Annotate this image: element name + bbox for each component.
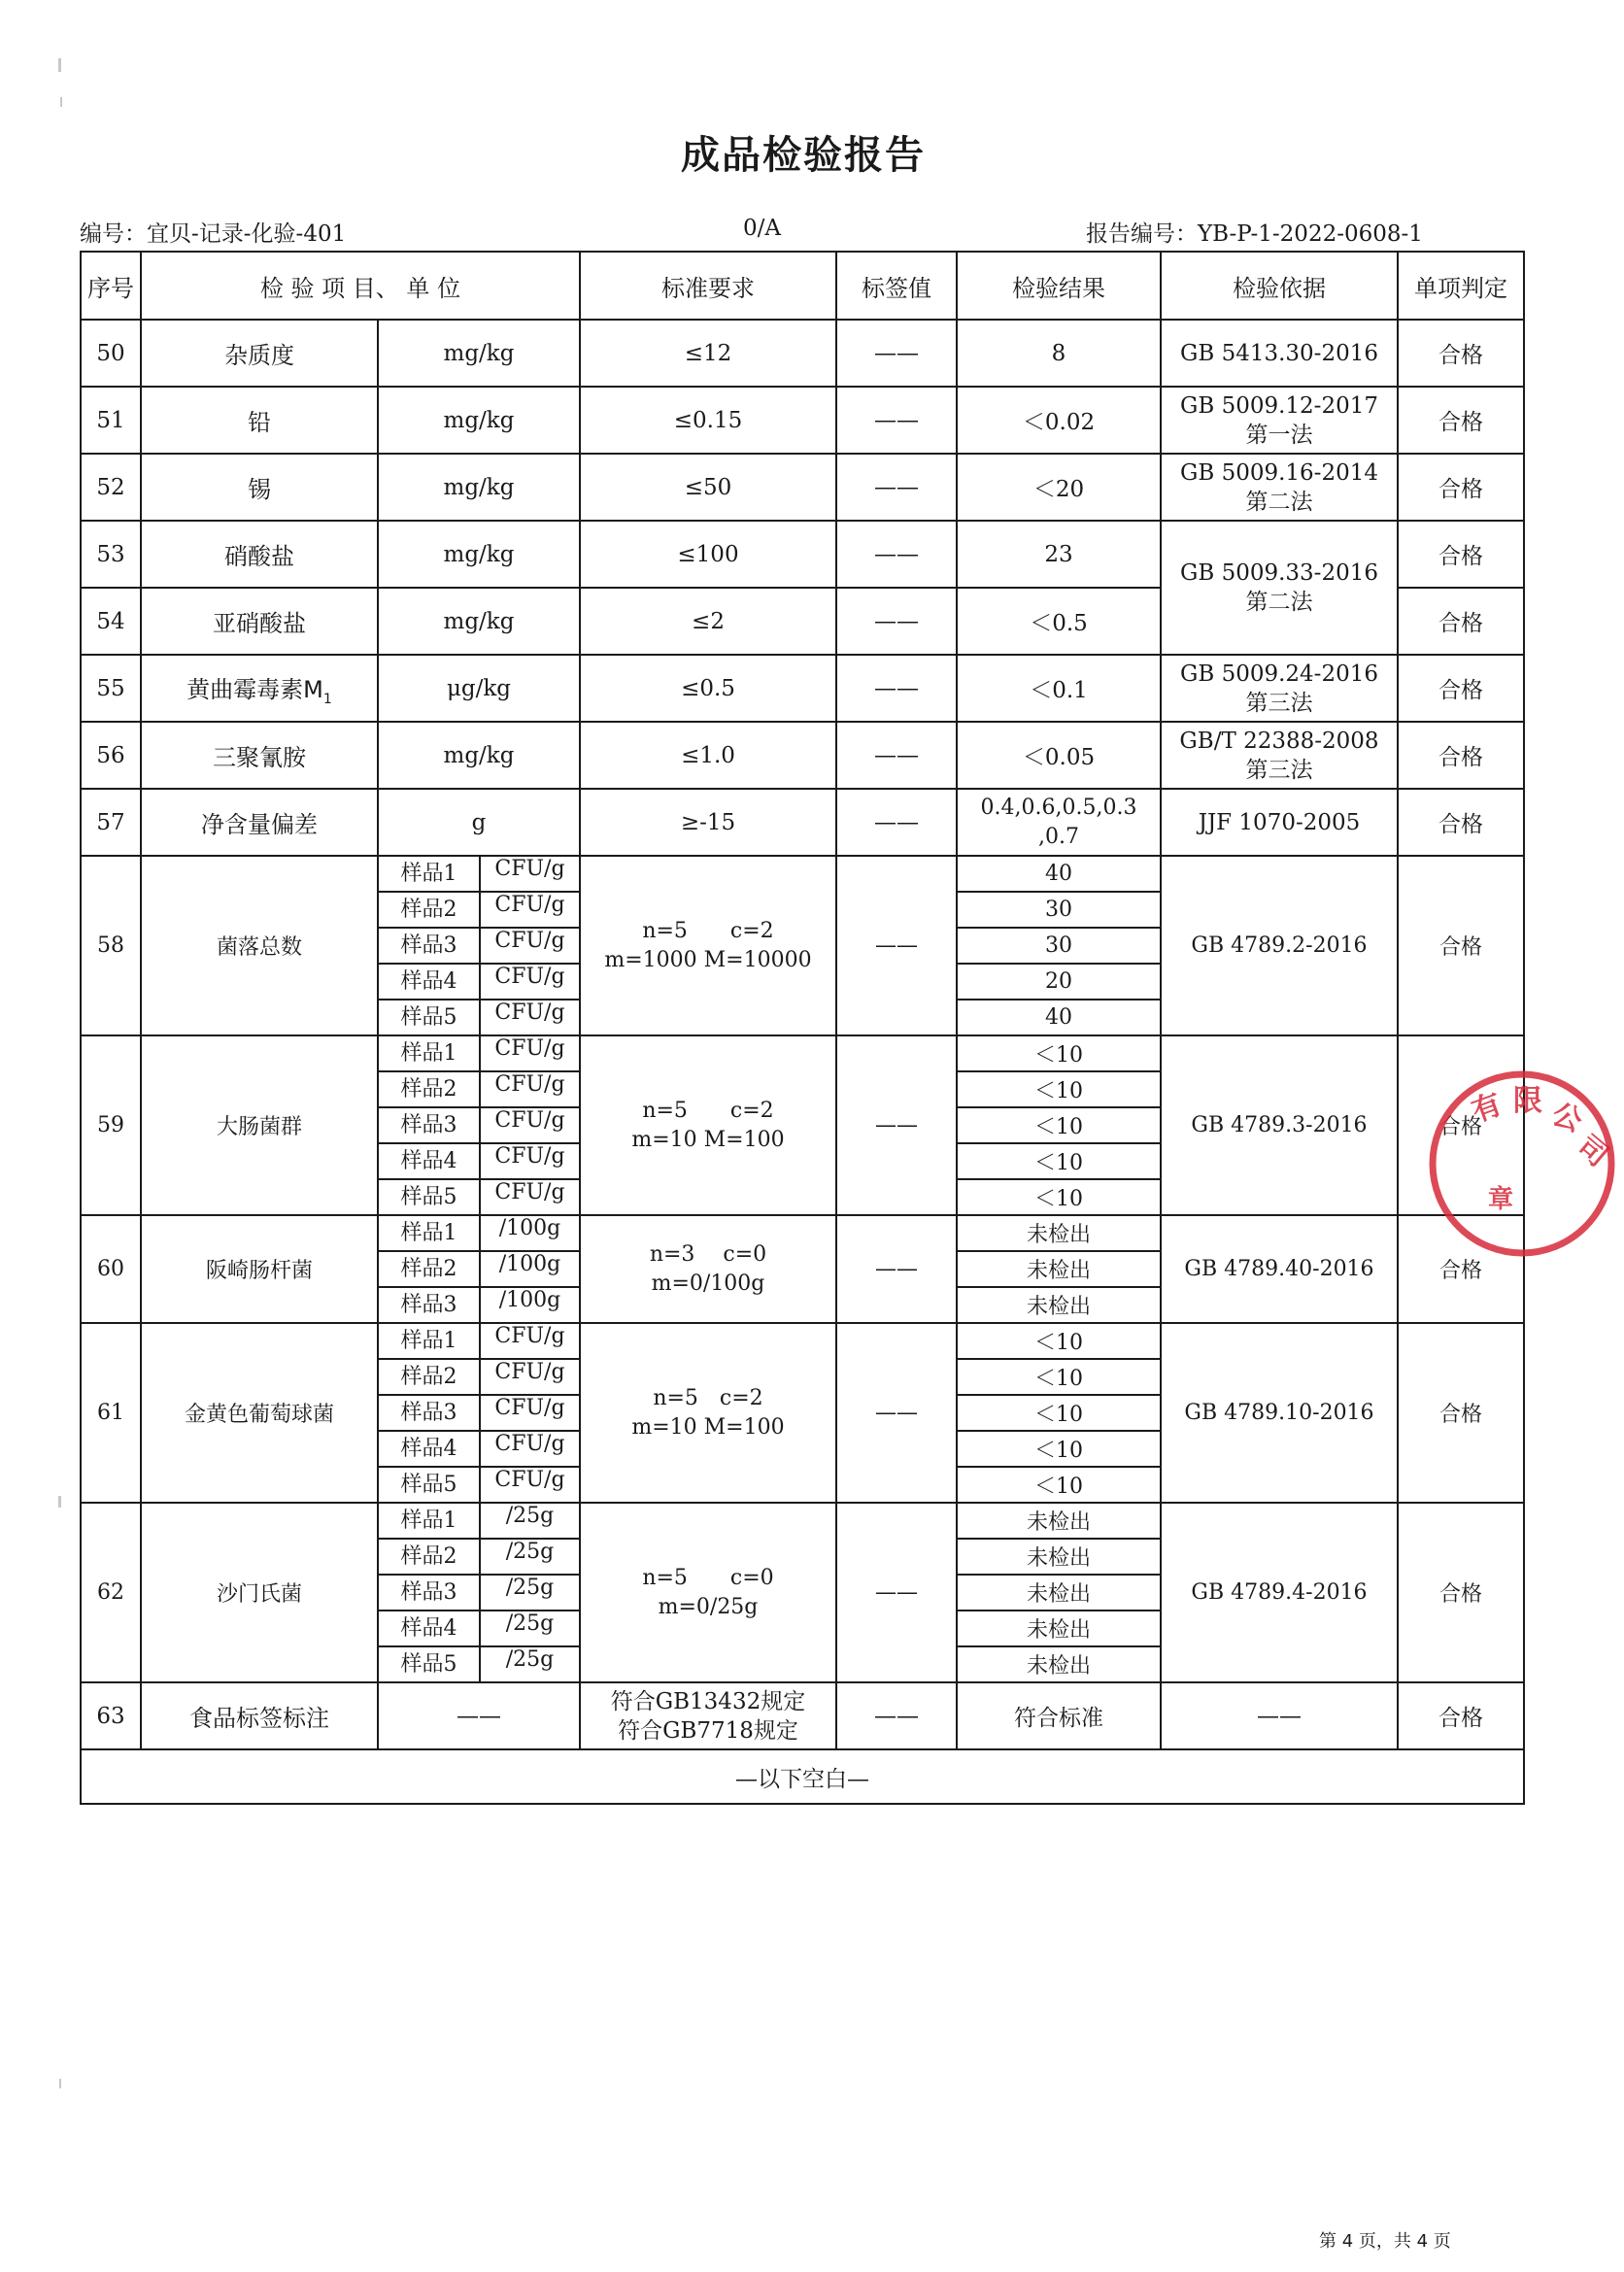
sample-result: 20 (957, 964, 1161, 1000)
sample-unit (378, 1323, 580, 1359)
sample-unit-text: /25g (505, 1540, 555, 1564)
page-footer: 第 4 页，共 4 页 (1319, 2231, 1451, 2252)
item-name (141, 722, 378, 789)
col-result: 检验结果 (957, 252, 1161, 320)
sample-name: 样品4 (379, 1432, 481, 1466)
item-unit: —— (378, 1682, 580, 1749)
judgement: 合格 (1398, 655, 1524, 722)
sample-name: 样品2 (379, 893, 481, 927)
sample-unit (378, 1575, 580, 1611)
sample-unit (378, 1251, 580, 1287)
sample-unit (378, 1287, 580, 1323)
col-standard: 标准要求 (580, 252, 836, 320)
sample-result: 未检出 (957, 1503, 1161, 1539)
test-basis (1161, 655, 1398, 722)
table-row (81, 655, 1524, 722)
sample-unit-text: /25g (505, 1576, 555, 1600)
sample-unit-text: CFU/g (494, 1108, 565, 1133)
judgement: 合格 (1398, 387, 1524, 454)
svg-text:章: 章 (1488, 1185, 1514, 1214)
standard-line2: m=10 M=100 (631, 1414, 785, 1440)
test-basis: GB 5413.30-2016 (1161, 320, 1398, 387)
test-basis: GB 4789.40-2016 (1161, 1215, 1398, 1323)
item-name: 金黄色葡萄球菌 (141, 1323, 378, 1503)
sample-unit (378, 1611, 580, 1646)
inspection-table (80, 251, 1525, 1805)
sample-result: 40 (957, 856, 1161, 892)
item-name (141, 655, 378, 722)
label-value: —— (836, 1215, 957, 1323)
row-number: 56 (81, 722, 141, 789)
judgement: 合格 (1398, 320, 1524, 387)
item-name (141, 320, 378, 387)
sample-row (81, 1503, 1524, 1539)
sample-result: ＜10 (957, 1395, 1161, 1431)
sample-unit (378, 892, 580, 928)
table-row (81, 454, 1524, 521)
sample-result: 未检出 (957, 1539, 1161, 1575)
item-unit: mg/kg (378, 722, 580, 789)
sample-name: 样品1 (379, 1036, 481, 1070)
sample-unit-text: /25g (505, 1611, 555, 1636)
sample-name: 样品3 (379, 1108, 481, 1142)
sample-unit-text: CFU/g (494, 1468, 565, 1492)
scan-edge-marks (56, 58, 66, 2195)
sample-unit (378, 1467, 580, 1503)
sample-unit (378, 1503, 580, 1539)
test-basis: JJF 1070-2005 (1161, 789, 1398, 856)
judgement: 合格 (1398, 454, 1524, 521)
sample-name: 样品2 (379, 1360, 481, 1394)
standard-line2: 符合GB7718规定 (618, 1717, 798, 1744)
item-name: 食品标签标注 (141, 1682, 378, 1749)
label-value: —— (836, 454, 957, 521)
sample-unit (378, 928, 580, 964)
table-row (81, 320, 1524, 387)
sample-name: 样品3 (379, 1396, 481, 1430)
test-result: ＜0.05 (957, 722, 1161, 789)
col-label-value: 标签值 (836, 252, 957, 320)
sample-result: 未检出 (957, 1646, 1161, 1682)
item-unit: g (378, 789, 580, 856)
sample-unit-text: CFU/g (494, 1000, 565, 1025)
standard-line1: n=5 c=0 (642, 1565, 774, 1590)
item-unit: mg/kg (378, 521, 580, 588)
sample-unit (378, 964, 580, 1000)
sample-result: ＜10 (957, 1467, 1161, 1503)
label-value: —— (836, 521, 957, 588)
svg-text:限: 限 (1513, 1084, 1542, 1118)
sample-name: 样品5 (379, 1000, 481, 1034)
label-value: —— (836, 1323, 957, 1503)
row-number: 59 (81, 1035, 141, 1215)
judgement: 合格 (1398, 856, 1524, 1035)
standard-requirement: ≤0.15 (580, 387, 836, 454)
test-result-line1: 0.4,0.6,0.5,0.3 (980, 795, 1137, 820)
test-basis: GB 4789.3-2016 (1161, 1035, 1398, 1215)
sample-unit (378, 1395, 580, 1431)
sample-unit-text: CFU/g (494, 1324, 565, 1348)
sample-unit-text: CFU/g (494, 1180, 565, 1204)
sample-result: ＜10 (957, 1323, 1161, 1359)
standard-requirement (580, 1035, 836, 1215)
sample-result: 未检出 (957, 1287, 1161, 1323)
test-basis-line1: GB 5009.16-2014 (1179, 459, 1378, 486)
sample-result: 未检出 (957, 1251, 1161, 1287)
sample-name: 样品5 (379, 1180, 481, 1214)
test-basis (1161, 722, 1398, 789)
sample-name: 样品2 (379, 1252, 481, 1286)
table-row (81, 1682, 1524, 1749)
sample-unit-text: CFU/g (494, 965, 565, 989)
label-value: —— (836, 1682, 957, 1749)
row-number: 52 (81, 454, 141, 521)
sample-row (81, 1035, 1524, 1071)
label-value: —— (836, 387, 957, 454)
company-seal-stamp (1420, 1062, 1624, 1266)
item-unit: μg/kg (378, 655, 580, 722)
sample-name: 样品4 (379, 1611, 481, 1645)
item-name-text: 亚硝酸盐 (213, 610, 306, 637)
sample-result: ＜10 (957, 1431, 1161, 1467)
sample-unit (378, 1143, 580, 1179)
sample-name: 样品5 (379, 1647, 481, 1681)
item-name (141, 588, 378, 655)
sample-name: 样品5 (379, 1468, 481, 1502)
row-number: 63 (81, 1682, 141, 1749)
sample-unit-text: CFU/g (494, 1144, 565, 1169)
svg-text:公: 公 (1547, 1097, 1587, 1139)
sample-result: ＜10 (957, 1179, 1161, 1215)
row-number: 61 (81, 1323, 141, 1503)
item-name (141, 454, 378, 521)
sample-unit-text: /100g (498, 1252, 561, 1276)
standard-line1: n=5 c=2 (653, 1385, 763, 1410)
sample-result: 30 (957, 892, 1161, 928)
table-row (81, 387, 1524, 454)
report-title: 成品检验报告 (681, 133, 926, 178)
sample-unit (378, 1646, 580, 1682)
standard-line1: 符合GB13432规定 (610, 1688, 806, 1714)
test-result (957, 789, 1161, 856)
test-basis-line1: GB 5009.24-2016 (1179, 661, 1378, 687)
test-basis-line1: GB 5009.33-2016 (1179, 560, 1378, 586)
sample-unit (378, 1035, 580, 1071)
item-name-text: 杂质度 (224, 342, 294, 369)
test-result-line2: ,0.7 (1038, 824, 1079, 849)
row-number: 57 (81, 789, 141, 856)
judgement: 合格 (1398, 1215, 1524, 1323)
item-name (141, 789, 378, 856)
sample-unit-text: CFU/g (494, 929, 565, 953)
blank-below-note: —以下空白— (81, 1749, 1524, 1804)
table-row (81, 722, 1524, 789)
standard-requirement (580, 856, 836, 1035)
sample-unit (378, 1431, 580, 1467)
judgement: 合格 (1398, 722, 1524, 789)
record-number: 编号：宜贝-记录-化验-401 (80, 221, 347, 247)
label-value: —— (836, 1503, 957, 1682)
item-name (141, 387, 378, 454)
standard-line2: m=10 M=100 (631, 1127, 785, 1152)
sample-name: 样品1 (379, 857, 481, 891)
sample-result: 30 (957, 928, 1161, 964)
item-name: 阪崎肠杆菌 (141, 1215, 378, 1323)
table-row (81, 521, 1524, 588)
row-number: 60 (81, 1215, 141, 1323)
label-value: —— (836, 320, 957, 387)
sample-unit-text: CFU/g (494, 1036, 565, 1061)
sample-unit-text: CFU/g (494, 1072, 565, 1097)
item-name-text: 黄曲霉毒素M (186, 675, 323, 703)
judgement: 合格 (1398, 521, 1524, 588)
label-value: —— (836, 1035, 957, 1215)
test-basis-line1: GB/T 22388-2008 (1179, 728, 1379, 754)
end-row (81, 1749, 1524, 1804)
item-name-text: 锡 (248, 476, 271, 503)
standard-line2: m=0/100g (651, 1271, 765, 1296)
sample-name: 样品4 (379, 1144, 481, 1178)
test-basis: GB 4789.4-2016 (1161, 1503, 1398, 1682)
standard-requirement: ≤50 (580, 454, 836, 521)
sample-result: 未检出 (957, 1215, 1161, 1251)
row-number: 54 (81, 588, 141, 655)
col-basis: 检验依据 (1161, 252, 1398, 320)
sample-result: ＜10 (957, 1071, 1161, 1107)
sample-name: 样品2 (379, 1540, 481, 1574)
sample-unit (378, 1179, 580, 1215)
standard-requirement: ≤12 (580, 320, 836, 387)
judgement: 合格 (1398, 588, 1524, 655)
sample-unit-text: CFU/g (494, 1396, 565, 1420)
standard-line2: m=0/25g (658, 1594, 759, 1619)
standard-line1: n=5 c=2 (642, 918, 774, 943)
judgement: 合格 (1398, 1682, 1524, 1749)
sample-row (81, 856, 1524, 892)
row-number: 55 (81, 655, 141, 722)
label-value: —— (836, 789, 957, 856)
test-result: 符合标准 (957, 1682, 1161, 1749)
test-basis-line2: 第二法 (1245, 489, 1313, 515)
sample-name: 样品2 (379, 1072, 481, 1106)
standard-requirement: ≤100 (580, 521, 836, 588)
sample-unit (378, 1107, 580, 1143)
item-unit: mg/kg (378, 320, 580, 387)
sample-name: 样品3 (379, 1288, 481, 1322)
item-name: 大肠菌群 (141, 1035, 378, 1215)
item-name-text: 铅 (248, 409, 271, 436)
sample-result: ＜10 (957, 1107, 1161, 1143)
row-number: 62 (81, 1503, 141, 1682)
sample-unit-text: CFU/g (494, 893, 565, 917)
sample-name: 样品4 (379, 965, 481, 999)
test-result: ＜0.02 (957, 387, 1161, 454)
sample-name: 样品1 (379, 1504, 481, 1538)
item-name-text: 硝酸盐 (224, 543, 294, 570)
svg-text:司: 司 (1570, 1129, 1615, 1174)
standard-requirement: ≥-15 (580, 789, 836, 856)
standard-line1: n=3 c=0 (649, 1241, 767, 1267)
standard-requirement: ≤2 (580, 588, 836, 655)
judgement: 合格 (1398, 1035, 1524, 1215)
sample-unit (378, 856, 580, 892)
test-basis-line2: 第三法 (1245, 757, 1313, 783)
sample-result: 未检出 (957, 1575, 1161, 1611)
sample-name: 样品1 (379, 1216, 481, 1250)
sample-unit (378, 1539, 580, 1575)
item-subscript: 1 (322, 691, 332, 707)
item-unit: mg/kg (378, 387, 580, 454)
row-number: 51 (81, 387, 141, 454)
svg-text:有: 有 (1467, 1087, 1506, 1130)
row-number: 58 (81, 856, 141, 1035)
standard-requirement: ≤1.0 (580, 722, 836, 789)
sample-unit (378, 1071, 580, 1107)
sample-unit-text: /25g (505, 1504, 555, 1528)
test-basis: GB 4789.10-2016 (1161, 1323, 1398, 1503)
sample-result: 未检出 (957, 1611, 1161, 1646)
item-unit: mg/kg (378, 588, 580, 655)
standard-requirement (580, 1682, 836, 1749)
sample-unit-text: CFU/g (494, 1432, 565, 1456)
sample-row (81, 1323, 1524, 1359)
sample-unit-text: /25g (505, 1647, 555, 1672)
standard-requirement (580, 1503, 836, 1682)
test-basis-line2: 第二法 (1245, 590, 1313, 615)
standard-requirement: ≤0.5 (580, 655, 836, 722)
label-value: —— (836, 655, 957, 722)
table-header-row (81, 252, 1524, 320)
report-number: 报告编号：YB-P-1-2022-0608-1 (1086, 221, 1423, 247)
standard-requirement (580, 1215, 836, 1323)
sample-name: 样品3 (379, 1576, 481, 1610)
label-value: —— (836, 588, 957, 655)
sample-result: ＜10 (957, 1035, 1161, 1071)
version: 0/A (743, 216, 781, 241)
test-result: ＜0.5 (957, 588, 1161, 655)
label-value: —— (836, 856, 957, 1035)
test-basis (1161, 387, 1398, 454)
judgement: 合格 (1398, 1503, 1524, 1682)
test-basis: —— (1161, 1682, 1398, 1749)
sample-row (81, 1215, 1524, 1251)
sample-unit-text: CFU/g (494, 857, 565, 881)
sample-unit-text: /100g (498, 1216, 561, 1240)
sample-result: ＜10 (957, 1359, 1161, 1395)
test-basis-line1: GB 5009.12-2017 (1179, 392, 1378, 419)
sample-unit-text: /100g (498, 1288, 561, 1312)
judgement: 合格 (1398, 789, 1524, 856)
test-result: 8 (957, 320, 1161, 387)
table-row (81, 789, 1524, 856)
standard-requirement (580, 1323, 836, 1503)
item-name: 沙门氏菌 (141, 1503, 378, 1682)
col-seq: 序号 (81, 252, 141, 320)
item-unit: mg/kg (378, 454, 580, 521)
test-basis-line2: 第一法 (1245, 422, 1313, 448)
sample-name: 样品1 (379, 1324, 481, 1358)
test-basis (1161, 454, 1398, 521)
item-name-text: 三聚氰胺 (213, 744, 306, 771)
row-number: 50 (81, 320, 141, 387)
sample-unit-text: CFU/g (494, 1360, 565, 1384)
table-body (81, 320, 1524, 1804)
test-result: 23 (957, 521, 1161, 588)
standard-line1: n=5 c=2 (642, 1098, 774, 1123)
test-basis (1161, 521, 1398, 655)
item-name (141, 521, 378, 588)
test-result: ＜0.1 (957, 655, 1161, 722)
sample-unit (378, 1215, 580, 1251)
sample-unit (378, 1359, 580, 1395)
sample-result: 40 (957, 1000, 1161, 1035)
standard-line2: m=1000 M=10000 (604, 947, 812, 972)
label-value: —— (836, 722, 957, 789)
sample-name: 样品3 (379, 929, 481, 963)
row-number: 53 (81, 521, 141, 588)
test-result: ＜20 (957, 454, 1161, 521)
sample-result: ＜10 (957, 1143, 1161, 1179)
sample-unit (378, 1000, 580, 1035)
judgement: 合格 (1398, 1323, 1524, 1503)
col-judgement: 单项判定 (1398, 252, 1524, 320)
test-basis: GB 4789.2-2016 (1161, 856, 1398, 1035)
test-basis-line2: 第三法 (1245, 690, 1313, 716)
item-name: 菌落总数 (141, 856, 378, 1035)
col-item-unit: 检 验 项 目、 单 位 (141, 252, 580, 320)
item-name-text: 净含量偏差 (201, 811, 318, 838)
